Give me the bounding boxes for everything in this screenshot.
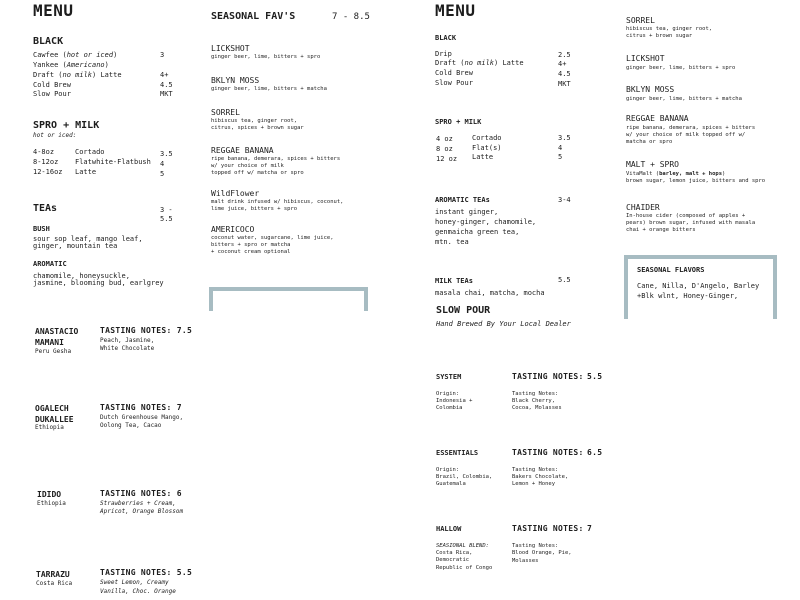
seasonal-item-desc: ripe banana, demerara, spices + bitters (211, 156, 341, 162)
tasting-notes: Molasses (512, 558, 539, 564)
seasonal-item-desc: citrus + brown sugar (626, 33, 693, 39)
bush-desc: sour sop leaf, mango leaf, (33, 235, 143, 243)
bean-name: TARRAZU (36, 570, 70, 579)
bean-origin-label: SEASIONAL BLEND: (436, 543, 489, 549)
seasonal-item-desc: malt drink infused w/ hibiscus, coconut, (211, 199, 344, 205)
bean-name: ANASTACIO (35, 327, 79, 336)
aromatic-teas-price: 3-4 (558, 196, 571, 204)
spro-name: Flatwhite-Flatbush (75, 158, 151, 166)
seasonal-item-desc: hibiscus tea, ginger root, (211, 118, 298, 124)
seasonal-favs-title: SEASONAL FAV'S (211, 11, 296, 22)
seasonal-item-name: SORREL (211, 108, 240, 117)
aromatic-teas-desc: honey-ginger, chamomile, (435, 218, 537, 226)
menu-title: MENU (33, 1, 74, 20)
aromatic-teas-desc: instant ginger, (435, 208, 499, 216)
bean-origin: Republic of Congo (436, 565, 493, 571)
seasonal-flavors-heading: SEASONAL FLAVORS (637, 266, 705, 274)
milk-teas-desc: masala chai, matcha, mocha (435, 289, 545, 297)
bush-desc: ginger, mountain tea (33, 242, 118, 250)
tasting-notes: Sweet Lemon, Creamy (100, 579, 169, 586)
tasting-notes: Blood Orange, Pie, (512, 550, 572, 556)
seasonal-item-desc: matcha or spro (626, 139, 673, 145)
spro-name: Latte (75, 168, 97, 176)
milk-teas-price: 5.5 (558, 276, 571, 284)
tasting-notes-price: 6.5 (587, 448, 603, 457)
bean-origin: Ethiopia (37, 500, 66, 507)
bean-name: OGALECH (35, 404, 69, 413)
tasting-notes-label: TASTING NOTES: 6 (100, 489, 182, 498)
aromatic-desc: jasmine, blooming bud, earlgrey (33, 279, 164, 287)
tasting-notes-label: TASTING NOTES: 5.5 (100, 568, 193, 577)
seasonal-item-desc: hibiscus tea, ginger root, (626, 26, 713, 32)
seasonal-item-name: REGGAE BANANA (626, 114, 689, 123)
spro-sub: hot or iced: (33, 132, 77, 139)
seasonal-item-desc: topped off w/ matcha or spro (211, 170, 304, 176)
tasting-notes-label: TASTING NOTES: 7 (100, 403, 182, 412)
seasonal-item-name: AMERICOCO (211, 225, 255, 234)
seasonal-item-desc: bitters + spro or matcha (211, 242, 291, 248)
seasonal-item-desc: w/ your choice of milk (211, 163, 284, 169)
spro-size: 4 oz (436, 135, 453, 143)
tasting-notes: Peach, Jasmine, (100, 337, 155, 344)
black-item-price: 2.5 (558, 51, 571, 59)
aromatic-teas-desc: mtn. tea (435, 238, 469, 246)
bean-origin: Brazil, Colombia, (436, 474, 493, 480)
teas-heading: TEAs (33, 203, 58, 214)
seasonal-item-desc: ginger beer, lime, bitters + spro (626, 65, 736, 71)
teas-price: 3 - 5.5 (160, 206, 173, 223)
seasonal-item-name: MALT + SPRO (626, 160, 679, 169)
aromatic-teas-heading: AROMATIC TEAs (435, 196, 490, 204)
tasting-notes-price: 5.5 (587, 372, 603, 381)
slow-pour-heading: SLOW POUR (436, 305, 491, 316)
tasting-notes-label: TASTING NOTES: (512, 372, 584, 381)
seasonal-item-desc: + coconut cream optional (211, 249, 291, 255)
black-item-name: Draft (no milk) Latte (33, 71, 122, 79)
spro-price: 4 (558, 144, 563, 152)
black-item-price: 4.5 (160, 81, 173, 89)
spro-price: 5 (160, 170, 165, 178)
bean-origin: Costa Rica (36, 580, 73, 587)
bean-origin: Costa Rica, (436, 550, 473, 556)
seasonal-item-desc: ripe banana, demerara, spices + bitters (626, 125, 756, 131)
seasonal-flavors-text: Cane, Nilla, D'Angelo, Barley (637, 282, 760, 290)
seasonal-item-name: BKLYN MOSS (626, 85, 675, 94)
black-item-name: Draft (no milk) Latte (435, 59, 524, 67)
black-item-price: 4.5 (558, 70, 571, 78)
seasonal-item-desc: citrus, spices + brown sugar (211, 125, 304, 131)
seasonal-item-name: BKLYN MOSS (211, 76, 260, 85)
black-item-name: Cold Brew (435, 69, 473, 77)
black-item-price: MKT (160, 90, 173, 98)
bush-heading: BUSH (33, 225, 50, 233)
spro-price: 3.5 (558, 134, 571, 142)
spro-price: 5 (558, 153, 563, 161)
bean-name: SYSTEM (436, 373, 462, 381)
seasonal-item-desc: ginger beer, lime, bitters + matcha (211, 86, 327, 92)
tasting-notes: Cocoa, Molasses (512, 405, 562, 411)
bean-origin-label: Origin: (436, 467, 460, 473)
bean-name: MAMANI (35, 338, 64, 347)
spro-size: 8-12oz (33, 158, 59, 166)
seasonal-item-name: CHAIDER (626, 203, 660, 212)
spro-size: 8 oz (436, 145, 453, 153)
bean-origin: Peru Gesha (35, 348, 72, 355)
spro-heading: SPRO + MILK (435, 118, 482, 126)
tasting-notes: Dutch Greenhouse Mango, (100, 414, 184, 421)
tasting-notes: White Chocolate (100, 345, 155, 352)
spro-size: 4-8oz (33, 148, 55, 156)
spro-name: Cortado (75, 148, 105, 156)
tasting-notes: Vanilla, Choc. Orange (100, 588, 176, 595)
tasting-notes-sublabel: Tasting Notes: (512, 467, 559, 473)
tasting-notes: Strawberries + Cream, (100, 500, 176, 507)
seasonal-item-name: WildFlower (211, 189, 260, 198)
spro-size: 12-16oz (33, 168, 63, 176)
tasting-notes: Apricot, Orange Blossom (100, 508, 184, 515)
seasonal-item-desc: ginger beer, lime, bitters + matcha (626, 96, 742, 102)
seasonal-item-desc: In-house cider (composed of apples + (626, 213, 746, 219)
spro-heading: SPRO + MILK (33, 120, 100, 131)
black-item-price: 4+ (160, 71, 169, 79)
tasting-notes-label: TASTING NOTES: (512, 448, 584, 457)
black-item-name: Drip (435, 50, 452, 58)
spro-price: 4 (160, 160, 165, 168)
seasonal-item-desc: brown sugar, lemon juice, bitters and spro (626, 178, 766, 184)
tasting-notes: Black Cherry, (512, 398, 556, 404)
seasonal-item-desc: ginger beer, lime, bitters + spro (211, 54, 321, 60)
black-item-name: Cawfee (hot or iced) (33, 51, 118, 59)
menu-title: MENU (435, 1, 476, 20)
black-item-name: Slow Pour (33, 90, 71, 98)
black-item-price: MKT (558, 80, 571, 88)
seasonal-item-name: REGGAE BANANA (211, 146, 274, 155)
seasonal-item-desc: pears) brown sugar, infused with masala (626, 220, 756, 226)
seasonal-item-desc: lime juice, bitters + spro (211, 206, 298, 212)
black-item-price: 3 (160, 51, 165, 59)
seasonal-item-desc: w/ your choice of milk topped off w/ (626, 132, 746, 138)
slow-pour-sub: Hand Brewed By Your Local Dealer (436, 320, 571, 328)
seasonal-favs-price: 7 - 8.5 (332, 12, 370, 22)
seasonal-flavors-text: +Blk wlnt, Honey-Ginger, (637, 292, 739, 300)
black-item-name: Cold Brew (33, 81, 71, 89)
tasting-notes-sublabel: Tasting Notes: (512, 391, 559, 397)
tasting-notes-label: TASTING NOTES: (512, 524, 584, 533)
milk-teas-heading: MILK TEAs (435, 277, 473, 285)
aromatic-heading: AROMATIC (33, 260, 67, 268)
bean-name: DUKALLEE (35, 415, 74, 424)
black-heading: BLACK (33, 36, 64, 47)
bean-origin-label: Origin: (436, 391, 460, 397)
spro-name: Latte (472, 153, 494, 161)
bean-name: HALLOW (436, 525, 462, 533)
seasonal-item-desc: coconut water, sugarcane, lime juice, (211, 235, 334, 241)
seasonal-item-name: SORREL (626, 16, 655, 25)
tasting-notes: Oolong Tea, Cacao (100, 422, 162, 429)
bean-origin: Democratic (436, 557, 470, 563)
spro-price: 3.5 (160, 150, 173, 158)
tasting-notes-price: 7 (587, 524, 593, 533)
black-heading: BLACK (435, 34, 457, 42)
seasonal-item-desc: VitaMalt (barley, malt + hops) (626, 171, 726, 177)
tasting-notes: Lemon + Honey (512, 481, 556, 487)
bean-origin: Ethiopia (35, 424, 64, 431)
spro-name: Flat(s) (472, 144, 502, 152)
tasting-notes-label: TASTING NOTES: 7.5 (100, 326, 193, 335)
bean-origin: Indonesia + (436, 398, 473, 404)
spro-name: Cortado (472, 134, 502, 142)
black-item-name: Slow Pour (435, 79, 473, 87)
bean-origin: Guatemala (436, 481, 466, 487)
seasonal-item-name: LICKSHOT (211, 44, 250, 53)
bean-name: IDIDO (37, 490, 62, 499)
black-item-name: Yankee (Americano) (33, 61, 109, 69)
seasonal-item-name: LICKSHOT (626, 54, 665, 63)
tasting-notes: Bakers Chocolate, (512, 474, 569, 480)
aromatic-desc: chamomile, honeysuckle, (33, 272, 130, 280)
seasonal-item-desc: chai + orange bitters (626, 227, 696, 233)
bean-name: ESSENTIALS (436, 449, 479, 457)
bean-origin: Colombia (436, 405, 463, 411)
tasting-notes-sublabel: Tasting Notes: (512, 543, 559, 549)
black-item-price: 4+ (558, 60, 567, 68)
frame-border (209, 287, 368, 311)
aromatic-teas-desc: genmaicha green tea, (435, 228, 520, 236)
spro-size: 12 oz (436, 155, 458, 163)
